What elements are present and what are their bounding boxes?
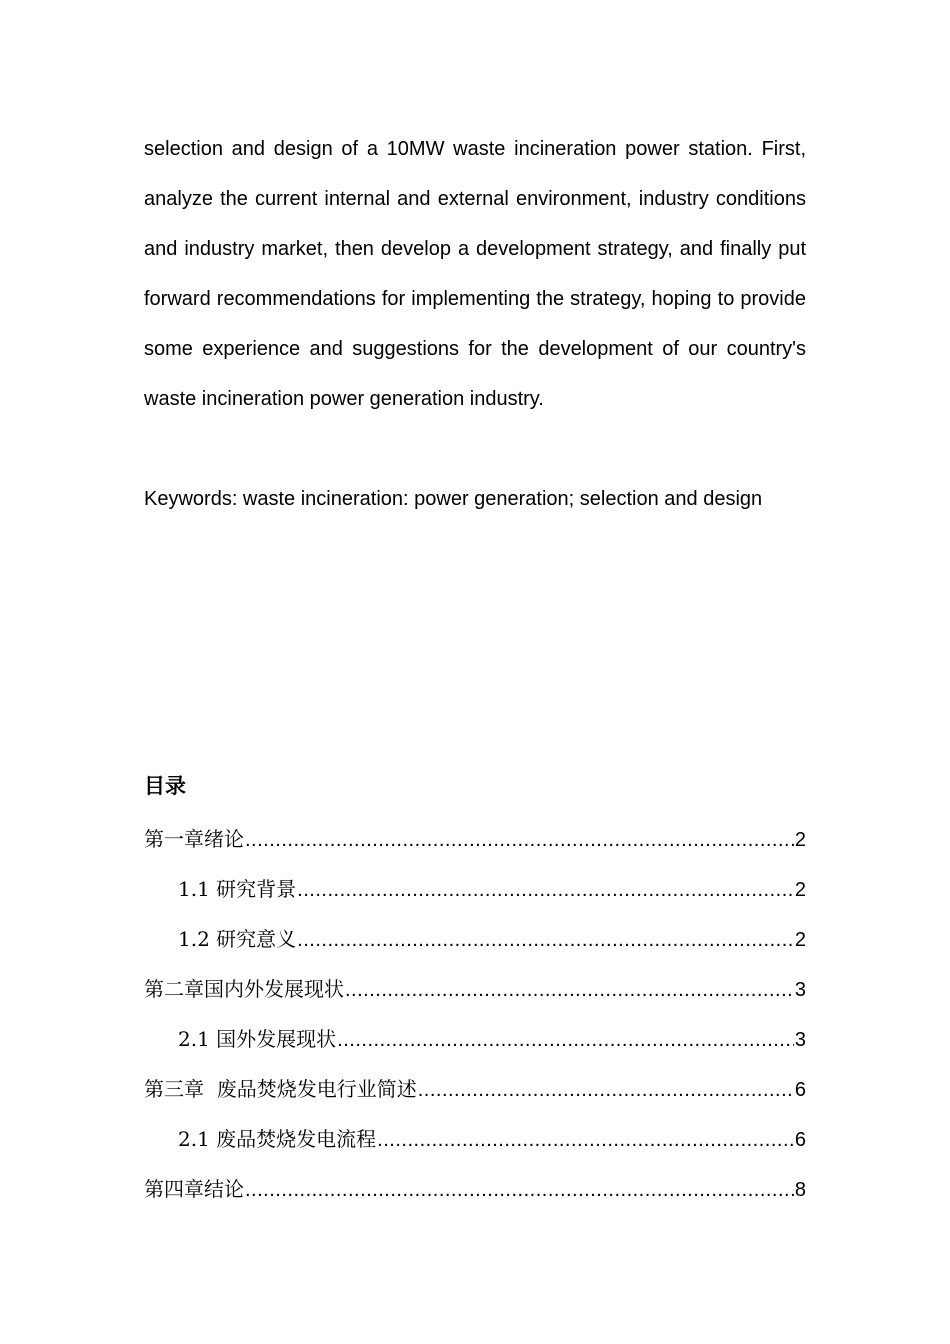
toc-leader-dots — [377, 1115, 794, 1165]
toc-entry-page: 8 — [794, 1179, 806, 1201]
toc-entry-section-1-2[interactable] — [144, 914, 806, 964]
toc-title: 目录 — [144, 774, 186, 798]
toc-entry-chapter-2[interactable] — [144, 964, 806, 1014]
toc-entry-chapter-1[interactable] — [144, 814, 806, 864]
toc-entry-page: 6 — [794, 1079, 806, 1101]
toc-entry-label: 第一章绪论 — [144, 827, 244, 851]
toc-entry-page: 2 — [794, 929, 806, 951]
toc-leader-dots — [297, 915, 794, 965]
toc-entry-label: 第四章结论 — [144, 1177, 244, 1201]
toc-entry-page: 2 — [794, 879, 806, 901]
abstract-section — [144, 124, 806, 424]
toc-leader-dots — [297, 865, 794, 915]
toc-entry-label: 第三章 废品焚烧发电行业简述 — [144, 1077, 417, 1101]
toc-entry-page: 6 — [794, 1129, 806, 1151]
toc-leader-dots — [418, 1065, 794, 1115]
toc-leader-dots — [245, 1165, 794, 1215]
toc-entry-label: 2.1 国外发展现状 — [178, 1027, 337, 1051]
toc-leader-dots — [337, 1015, 794, 1065]
toc-entry-label: 1.1 研究背景 — [178, 877, 297, 901]
toc-entry-label: 2.1 废品焚烧发电流程 — [178, 1127, 377, 1151]
toc-entry-section-3-1[interactable] — [144, 1114, 806, 1164]
toc-leader-dots — [245, 815, 794, 865]
toc-leader-dots — [345, 965, 794, 1015]
keywords-line: Keywords: waste incineration: power generation; selection and design — [144, 488, 763, 510]
table-of-contents — [144, 814, 806, 1214]
toc-entry-section-2-1[interactable] — [144, 1014, 806, 1064]
abstract-paragraph: selection and design of a 10MW waste incineration power station. First, analyze the current internal and external environment, industry conditions and industry market, then develop a development strategy, and finally put forward recommendations for implementing the strategy, hoping to provide some experience and suggestions for the development of our country's waste incineration power generation industry. — [144, 138, 806, 410]
toc-entry-section-1-1[interactable] — [144, 864, 806, 914]
toc-entry-chapter-3[interactable] — [144, 1064, 806, 1114]
toc-entry-page: 3 — [794, 979, 806, 1001]
toc-entry-page: 2 — [794, 829, 806, 851]
toc-entry-label: 第二章国内外发展现状 — [144, 977, 344, 1001]
toc-entry-label: 1.2 研究意义 — [178, 927, 297, 951]
toc-entry-chapter-4[interactable] — [144, 1164, 806, 1214]
toc-entry-page: 3 — [794, 1029, 806, 1051]
